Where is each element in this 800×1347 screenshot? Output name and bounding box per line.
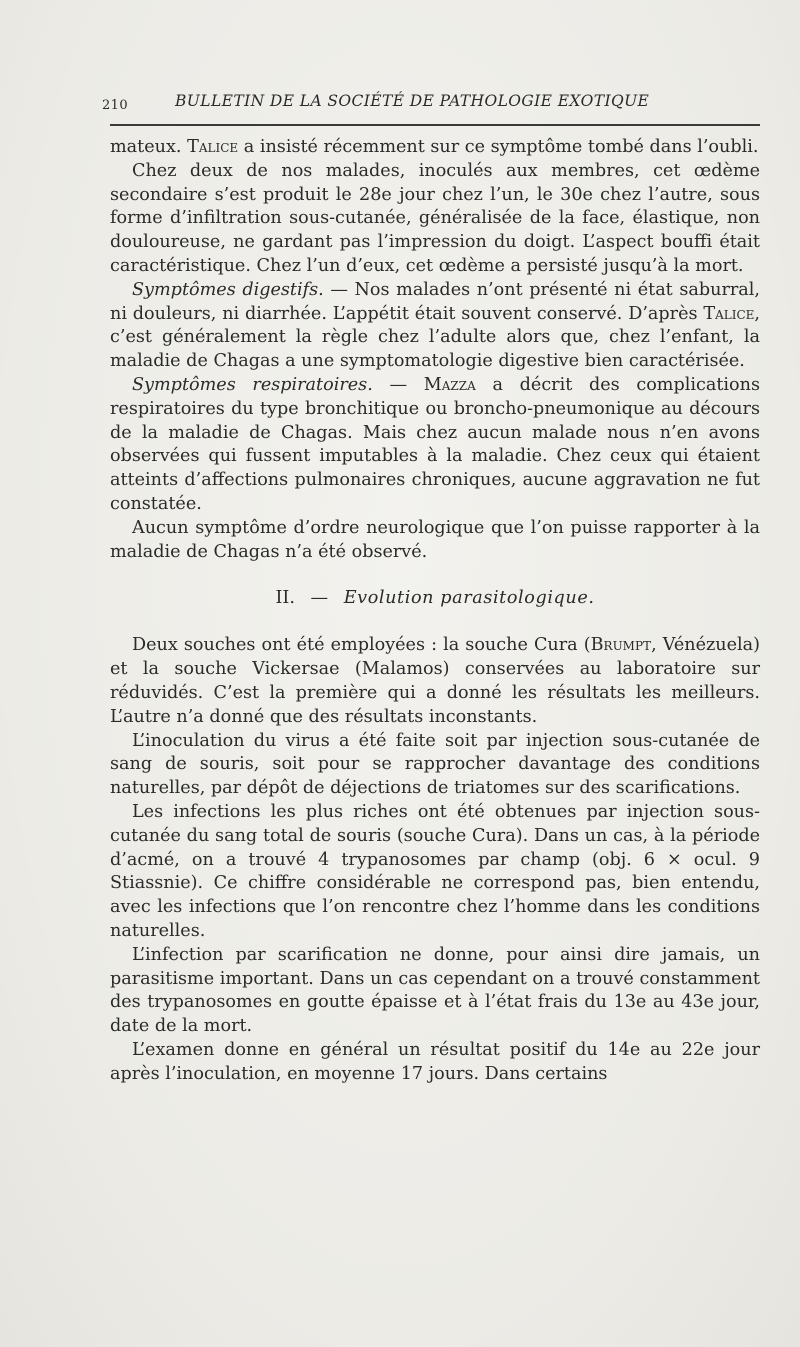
paragraph <box>110 801 760 944</box>
running-head <box>102 92 762 118</box>
paragraph <box>110 730 760 801</box>
body-text <box>110 136 760 1086</box>
paragraph <box>110 374 760 517</box>
paragraph <box>110 1039 760 1087</box>
paragraph <box>110 279 760 374</box>
paragraph <box>110 136 760 160</box>
header-rule <box>110 124 760 126</box>
page-number: 210 <box>102 98 129 113</box>
text-run: Deux souches ont été employées : la souche Cura ( <box>132 635 591 656</box>
paragraph <box>110 944 760 1039</box>
text-run: , c’est généralement la règle chez l’adulte alors que, chez l’enfant, la maladie de Chagas a une symptomatologie digestive bien caractérisée. <box>110 303 760 372</box>
text-run: — <box>372 374 424 395</box>
section-parasitology <box>110 634 760 1086</box>
author-name: Brumpt <box>590 635 652 656</box>
text-run: L’inoculation du virus a été faite soit par injection sous-cutanée de sang de souris, soit pour se rapprocher davantage des conditions naturelles, par dépôt de déjections de triatomes sur des scarifications. <box>110 730 760 799</box>
text-run: Chez deux de nos malades, inoculés aux membres, cet œdème secondaire s’est produit le 28e jour chez l’un, le 30e chez l’autre, sous forme d’infiltration sous-cutanée, généralisée de la face, élastique, non douloureuse, ne gardant pas l’impression du doigt. L’aspect bouffi était caractéristique. Chez l’un d’eux, cet œdème a persisté jusqu’à la mort. <box>110 160 760 276</box>
text-run: mateux. <box>110 137 188 157</box>
paragraph <box>110 160 760 279</box>
author-name: Talice <box>187 137 239 157</box>
text-run: L’infection par scarification ne donne, pour ainsi dire jamais, un parasitisme important. Dans un cas cependant on a trouvé constamment des trypanosomes en goutte épaisse et à l’état frais du 13e au 43e jour, date de la mort. <box>110 944 760 1037</box>
text-run: — Nos malades n’ont présenté ni état saburral, ni douleurs, ni diarrhée. L’appétit était souvent conservé. D’après <box>110 279 760 324</box>
paragraph <box>110 517 760 565</box>
text-run: Les infections les plus riches ont été obtenues par injection sous-cutanée du sang total de souris (souche Cura). Dans un cas, à la période d’acmé, on a trouvé 4 trypanosomes par champ (obj. 6 × ocul. 9 Stiassnie). Ce chiffre considérable ne correspond pas, bien entendu, avec les infections que l’on rencontre chez l’homme dans les conditions naturelles. <box>110 801 760 941</box>
paragraph <box>110 634 760 729</box>
section-heading <box>110 586 760 610</box>
author-name: Mazza <box>423 374 476 395</box>
author-name: Talice <box>703 303 755 324</box>
section-number: II. <box>275 588 295 609</box>
text-run: Aucun symptôme d’ordre neurologique que l’on puisse rapporter à la maladie de Chagas n’a été observé. <box>110 517 760 562</box>
run-in-heading: Symptômes respiratoires. <box>132 374 373 395</box>
text-run: , Vénézuela) et la souche Vickersae (Malamos) conservées au laboratoire sur réduvidés. C’est la première qui a donné les résultats les meilleurs. L’autre n’a donné que des résultats inconstants. <box>110 635 760 727</box>
text-run: a décrit des complications respiratoires du type bronchitique ou broncho-pneumonique au décours de la maladie de Chagas. Mais chez aucun malade nous n’en avons observées qui fussent imputables à la maladie. Chez ceux qui étaient atteints d’affections pulmonaires chroniques, aucune aggravation ne fut constatée. <box>110 374 760 514</box>
text-run: L’examen donne en général un résultat positif du 14e au 22e jour après l’inoculation, en moyenne 17 jours. Dans certains <box>110 1039 760 1084</box>
section-title: Evolution parasitologique. <box>343 588 595 609</box>
text-run: a insisté récemment sur ce symptôme tombé dans l’oubli. <box>238 137 759 157</box>
run-in-heading: Symptômes digestifs. <box>132 279 324 300</box>
section-dash: — <box>310 588 329 609</box>
journal-title: BULLETIN DE LA SOCIÉTÉ DE PATHOLOGIE EXOTIQUE <box>175 92 650 110</box>
section-symptoms <box>110 136 760 564</box>
